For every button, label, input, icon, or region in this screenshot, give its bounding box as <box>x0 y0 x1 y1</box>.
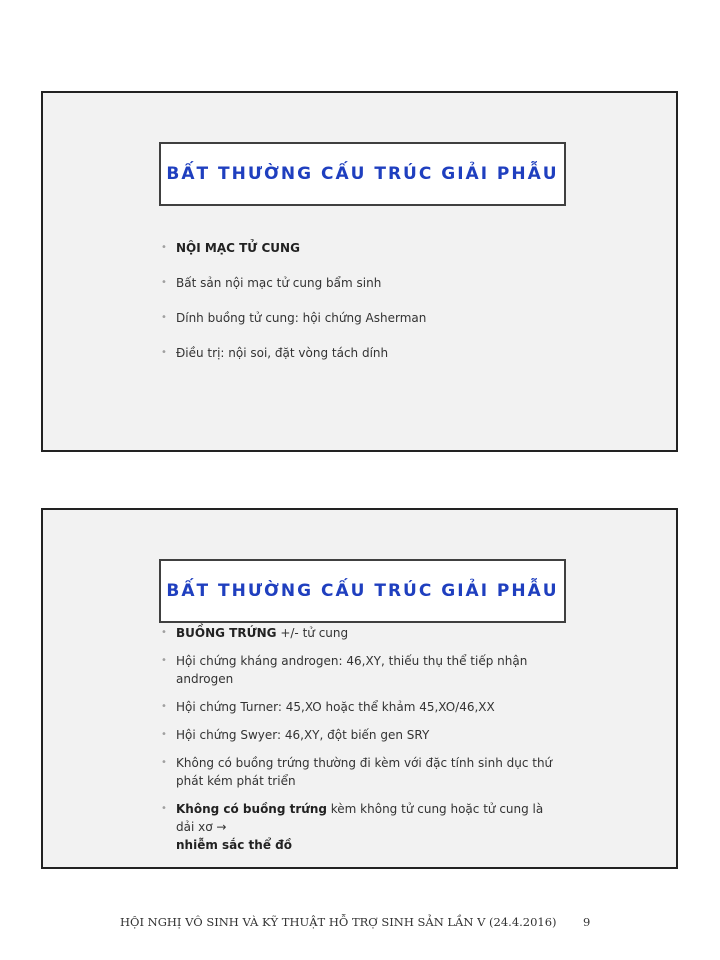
slide-1-bullet-list <box>161 239 561 379</box>
slide-1-title-box <box>159 142 566 206</box>
footer-conference-text: HỘI NGHỊ VÔ SINH VÀ KỸ THUẬT HỖ TRỢ SINH SẢN LẦN V (24.4.2016) <box>120 915 557 929</box>
slide-2-title: BẤT THƯỜNG CẤU TRÚC GIẢI PHẪU <box>166 581 559 601</box>
slide-2 <box>41 508 678 869</box>
slide-2-bullet-list <box>161 624 561 864</box>
slide-2-title-box <box>159 559 566 623</box>
slide-1-title: BẤT THƯỜNG CẤU TRÚC GIẢI PHẪU <box>166 164 559 184</box>
bullet-item: • Không có buồng trứng kèm không tử cung hoặc tử cung là dải xơ → nhiễm sắc thể đồ <box>161 800 561 854</box>
slide-1 <box>41 91 678 452</box>
bullet-item: • Không có buồng trứng thường đi kèm với đặc tính sinh dục thứ phát kém phát triển <box>161 754 561 790</box>
bullet-item: • Hội chứng Swyer: 46,XY, đột biến gen SRY <box>161 726 561 744</box>
bullet-item: • BUỒNG TRỨNG +/- tử cung <box>161 624 561 642</box>
bullet-item: • NỘI MẠC TỬ CUNG <box>161 239 561 257</box>
bullet-item: • Bất sản nội mạc tử cung bẩm sinh <box>161 274 561 292</box>
bullet-item: • Điều trị: nội soi, đặt vòng tách dính <box>161 344 561 362</box>
bullet-item: • Dính buồng tử cung: hội chứng Asherman <box>161 309 561 327</box>
bullet-item: • Hội chứng Turner: 45,XO hoặc thể khảm 45,XO/46,XX <box>161 698 561 716</box>
bullet-item: • Hội chứng kháng androgen: 46,XY, thiếu thụ thể tiếp nhận androgen <box>161 652 561 688</box>
page-number: 9 <box>583 915 591 929</box>
